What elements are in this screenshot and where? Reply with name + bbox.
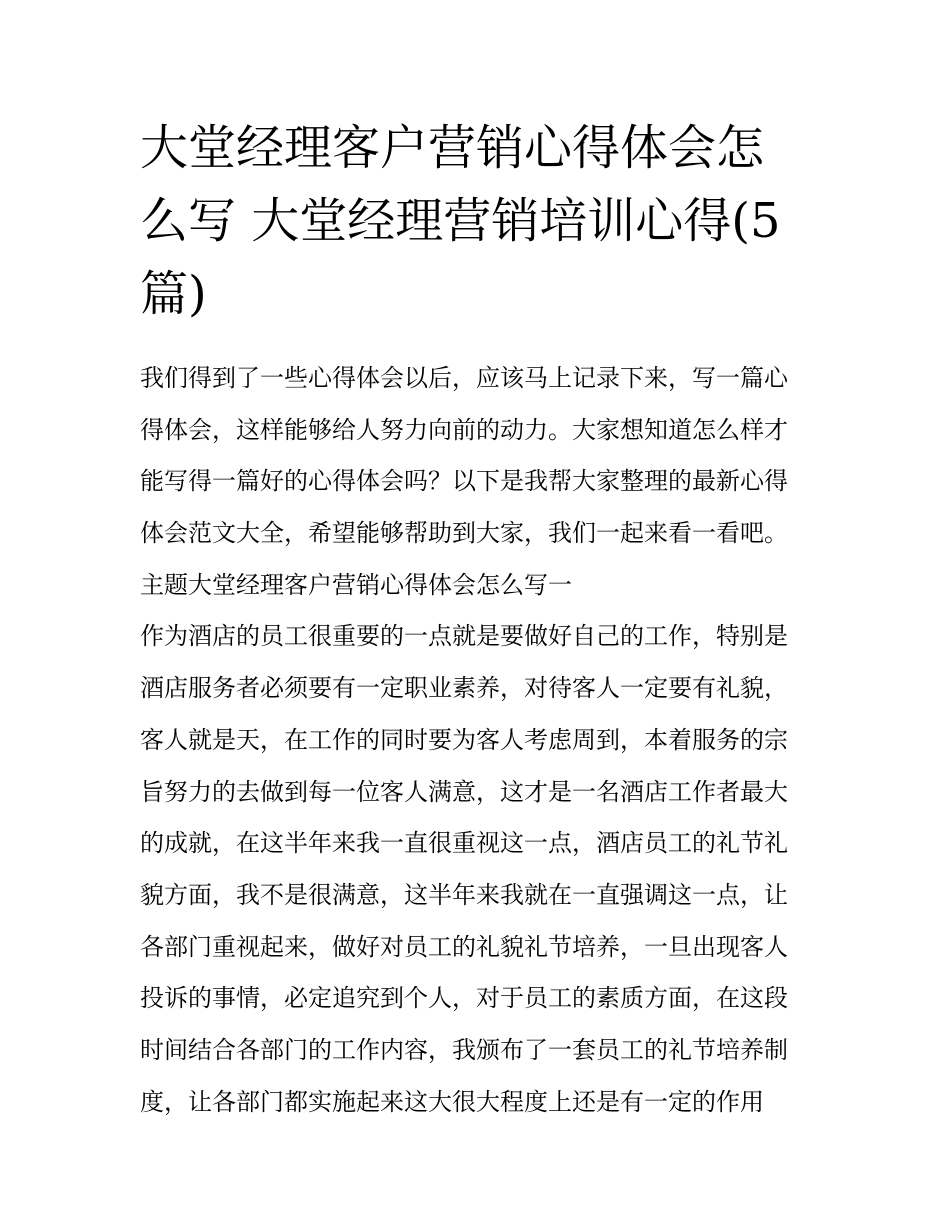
section-line: 度，让各部门都实施起来这大很大程度上还是有一定的作用 bbox=[140, 1087, 764, 1116]
section-line: 的成就，在这半年来我一直很重视这一点，酒店员工的礼节礼 bbox=[140, 829, 788, 858]
intro-line: 我们得到了一些心得体会以后，应该马上记录下来，写一篇心 bbox=[140, 364, 788, 392]
section-line: 貌方面，我不是很满意，这半年来我就在一直强调这一点，让 bbox=[140, 880, 788, 909]
title-line: 篇) bbox=[140, 266, 207, 322]
section-line: 投诉的事情，必定追究到个人，对于员工的素质方面，在这段 bbox=[140, 984, 788, 1013]
section-line: 时间结合各部门的工作内容，我颁布了一套员工的礼节培养制 bbox=[140, 1035, 788, 1064]
title-line: 大堂经理客户营销心得体会怎 bbox=[140, 120, 765, 176]
document-body bbox=[140, 353, 820, 1128]
document-title bbox=[140, 112, 820, 331]
section-line: 旨努力的去做到每一位客人满意，这才是一名酒店工作者最大 bbox=[140, 777, 788, 806]
section-line: 酒店服务者必须要有一定职业素养，对待客人一定要有礼貌， bbox=[140, 674, 788, 703]
intro-line: 体会范文大全，希望能够帮助到大家，我们一起来看一看吧。 bbox=[140, 519, 788, 548]
section-line: 作为酒店的员工很重要的一点就是要做好自己的工作，特别是 bbox=[140, 622, 788, 651]
section-line: 各部门重视起来，做好对员工的礼貌礼节培养，一旦出现客人 bbox=[140, 932, 788, 961]
section-line: 客人就是天，在工作的同时要为客人考虑周到，本着服务的宗 bbox=[140, 725, 788, 754]
intro-line: 得体会，这样能够给人努力向前的动力。大家想知道怎么样才 bbox=[140, 415, 788, 444]
title-line: 么写 大堂经理营销培训心得(5 bbox=[140, 193, 781, 249]
intro-line: 能写得一篇好的心得体会吗？以下是我帮大家整理的最新心得 bbox=[140, 467, 788, 496]
section-heading: 主题大堂经理客户营销心得体会怎么写一 bbox=[140, 570, 572, 599]
